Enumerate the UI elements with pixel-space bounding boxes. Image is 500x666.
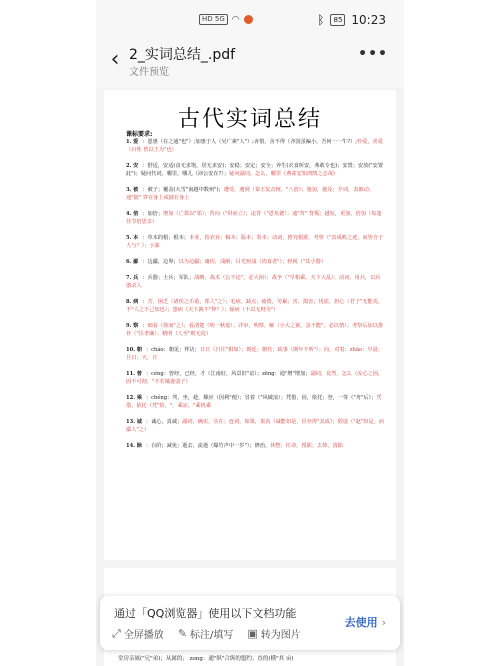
entry-number: 9. [126,322,132,329]
requirement-label: 课标要求: [126,131,153,138]
entry-key: 除 [136,442,142,449]
entry-highlight: 苦，困乏（诸侯之币重，郑人"之）；毛病，缺点；疲倦，劳累；害，损害；忧虑，担心（君子"无能焉，不"人之不己知也）；患病（天下孰不"仲？）；疑病（不以无财为"） [126,298,384,313]
entry-text: ：草木的根；根本； [142,235,189,241]
entry-key: 察 [133,322,139,329]
entry-list [126,138,384,458]
entry-item [126,418,384,434]
entry-number: 7. [126,274,132,281]
file-subtitle: 文件预览 [129,67,169,78]
arrow-left-icon[interactable]: ‹ [110,47,120,72]
entry-item [126,370,384,386]
entry-text: ：恩惠（在之通"也"）;加惠于人（吴广素"人"）;吝惜，舍不得（齐国虽褊小，吾何一一牛?）; [142,139,357,145]
signal-indicators [199,14,253,25]
to-image-option[interactable] [247,626,300,641]
more-dots-icon[interactable]: ••• [358,46,388,62]
entry-highlight: 日日（日往"相如）；朝廷；朝代；政事（期年不听"）；向，对着；zhāo：早晨；旦日；天，日 [126,346,383,361]
use-button[interactable] [345,614,386,630]
entry-key: 病 [133,298,139,305]
file-title: 2_实词总结_.pdf [129,47,236,63]
banner-options [112,626,301,641]
entry-key: 鄙 [133,259,139,265]
status-bar [96,0,404,40]
entry-text: ：cháo：朝见；拜访； [145,346,200,353]
document-page[interactable] [104,90,396,560]
entry-item [126,346,384,362]
entry-highlight: 凭借，依托（凭"险，"，乘凉，"乘机乘 [126,394,382,409]
entry-text: ：边疆，边界； [142,259,179,265]
entry-key: 朝 [136,346,142,353]
image-icon: ▣ [247,627,258,640]
entry-text: ： [142,322,148,329]
phone-screen [96,0,404,666]
entry-key: 乘 [136,394,142,401]
entry-highlight: 疑问副词，怎么，哪里（燕雀安知鸿鹄之志哉) [229,171,335,178]
entry-key: 兵 [133,274,139,281]
fullscreen-label: 全屏播放 [123,630,164,641]
entry-highlight: 休整；任命，授职；去掉，清除 [270,442,343,449]
fullscreen-icon: ⤢ [112,626,121,640]
browser-promo-banner[interactable] [100,596,400,650]
bluetooth-icon: ᛒ [317,13,325,27]
entry-item [126,258,384,266]
entry-item [126,274,384,290]
entry-highlight: 副词，竟然，怎么（汝心之固，固不可彻，"不若孀妻弱子） [126,370,384,385]
document-title: 古代实词总结 [177,107,322,132]
entry-number: 13. [126,418,136,425]
page2-text: 堂房亲属("兄"弟)；从属的； zong：通"纵"合纵的盟约；直的(横"其 亩) [118,656,294,662]
entry-text: ：chéng：驾，坐，趁，顺应（因利"便）；冒着（"风破浪）；凭借，因，依托；登，一等（"舟"后）； [145,394,377,401]
entry-text: ：舒适，安适(食无求饱，居无求安)；安稳；安定；安全；养生(衣食所安，弗敢专也)；安置；安放("安置此")；疑问代词，哪里，哪儿（沛公安在?）； [126,163,384,178]
entry-item [126,442,384,450]
entry-item [126,234,384,250]
entry-key: 曾 [136,370,142,377]
entry-text: ：加倍； [142,211,164,217]
entry-highlight: 副词，确实，实在；连词，如果，果真（诚能如是，臣亦得"其成）；假设（"赵"如是，而鄙人"之） [126,418,384,433]
annotate-label: 标注/填写 [190,630,234,641]
entry-key: 倍 [133,211,139,217]
signal-label: HD 5G [199,14,228,25]
entry-number: 12. [126,394,136,401]
entry-key: 诚 [136,418,142,425]
entry-item [126,138,384,154]
notification-dot-icon [244,15,253,24]
entry-item [126,298,384,314]
clock: 10:23 [351,13,386,27]
entry-key: 爱 [133,139,139,145]
entry-item [126,162,384,178]
entry-text: ：céng：曾经，已经，才（江南好，风景旧"谙）；zēng：通"增"增加； [145,370,311,377]
battery-indicator: 85 [330,14,345,26]
annotate-option[interactable] [178,626,234,641]
entry-number: 8. [126,298,132,305]
entry-number: 10. [126,346,136,353]
entry-highlight: 战略，战术（公不论"，必大困）；战争（"早相乘，天下大乱）；动词，用兵，以兵器杀人 [126,274,381,289]
entry-highlight: 以为边疆；庸俗，浅陋；目光短浅（肉食者"）；轻视（"其小器） [178,259,327,265]
entry-text: ： [142,298,148,305]
wifi-icon: ◠ [231,14,240,25]
entry-number: 4. [126,211,132,217]
entry-item [126,186,384,202]
entry-number: 6. [126,259,132,265]
entry-text: ：被子；覆盖(大雪"南越中数州")； [142,187,224,193]
entry-highlight: 遭受，遇到（秦王复击轲，"八创）；施加，施及；介词，表被动；通"披" 穿在身上或披在身上 [126,187,374,202]
entry-text: ：兵器；士兵；军队； [142,274,195,281]
entry-key: 安 [133,163,139,169]
use-button-label: 去使用 [344,616,378,629]
app-header [96,40,404,88]
entry-number: 1. [126,139,132,145]
edit-icon: ✎ [177,627,188,640]
entry-number: 5. [126,235,132,241]
entry-highlight: 增加（亡郑以"邻）；背向（"屏而立）；违背（"恩负德）；通"背" 背叛；越发，更加，倍加（每逢佳节倍思亲） [126,211,382,226]
entry-key: 被 [133,187,139,193]
entry-highlight: 本业，指农业；稿本；版本；奏本；动词，推究根源，考察（"其成败之迹，而皆自于人与？）；小篆 [126,235,384,250]
entry-key: 本 [133,235,139,241]
status-right [317,13,386,27]
entry-item [126,394,384,410]
entry-text: ：诚心，真诚； [145,418,183,425]
entry-item [126,322,384,338]
banner-title: 通过「QQ浏览器」使用以下文档功能 [114,607,297,620]
entry-number: 14. [126,442,136,449]
entry-item [126,210,384,226]
entry-number: 2. [126,163,132,169]
entry-highlight: 细看（徐而"之）；看清楚（明一秋毫）；详审，明察，解（小大之狱，虽不能"，必以情）；考察后加以推荐（"臣孝廉）；精明（人至"则无徒） [126,322,384,337]
entry-text: ：台阶；减免；逝去，流逝（爆竹声中一岁"）；修治， [145,442,271,449]
fullscreen-option[interactable] [112,626,164,641]
entry-number: 3. [126,187,132,193]
entry-highlight: 怜爱，喜爱（百姓 皆以王为"也） [126,139,383,154]
entry-number: 11. [126,370,136,377]
to-image-label: 转为图片 [260,630,301,641]
chevron-right-icon: › [381,615,386,629]
